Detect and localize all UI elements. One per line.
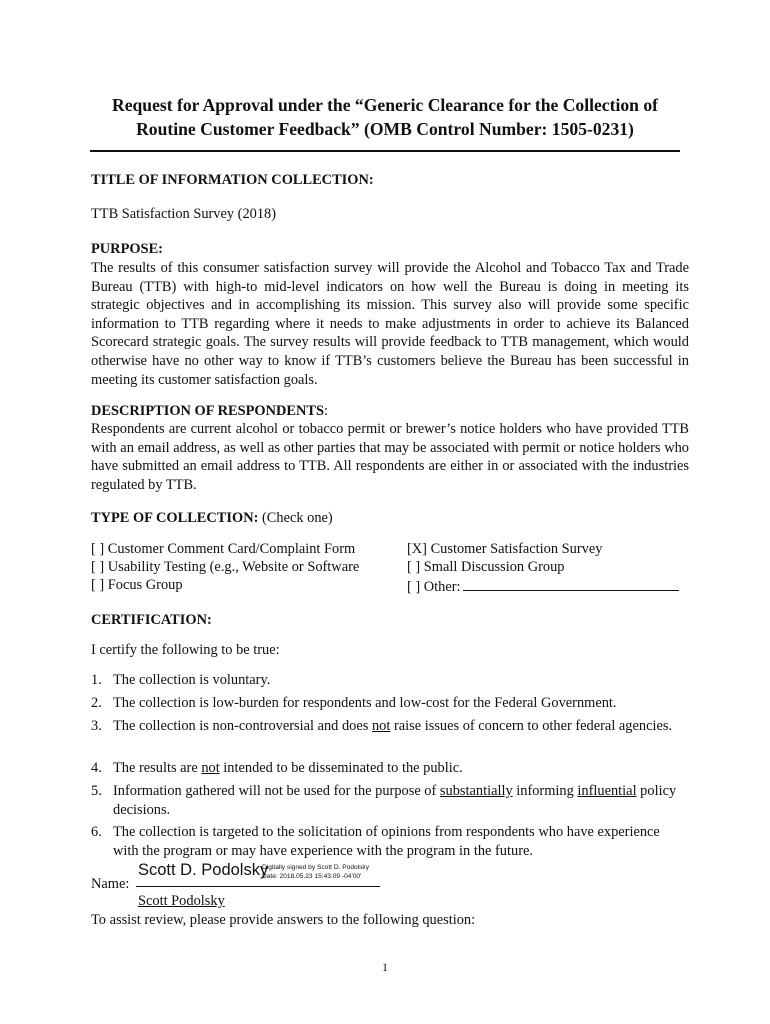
- certification-heading: CERTIFICATION:: [91, 612, 212, 628]
- name-label: Name:: [91, 876, 130, 892]
- list-item-number: 2.: [91, 695, 102, 711]
- collection-type-hint: (Check one): [258, 510, 333, 526]
- list-item-text: [113, 694, 681, 713]
- option-customer-satisfaction-survey[interactable]: [X] Customer Satisfaction Survey: [407, 541, 603, 557]
- digital-signature-line-1: Digitally signed by Scott D. Podolsky: [262, 864, 370, 871]
- respondents-heading: DESCRIPTION OF RESPONDENTS: [91, 403, 324, 419]
- list-item-number: 4.: [91, 760, 102, 776]
- list-item: [91, 759, 681, 778]
- title-line-1: Request for Approval under the “Generic Clearance for the Collection of: [112, 95, 658, 115]
- collection-type-heading: TYPE OF COLLECTION:: [91, 510, 259, 526]
- underlined-word: substantially: [439, 783, 513, 799]
- collection-type-heading-row: [91, 509, 333, 528]
- option-comment-card[interactable]: [ ] Customer Comment Card/Complaint Form: [91, 541, 356, 557]
- underlined-word: not: [201, 760, 220, 776]
- purpose-heading: PURPOSE:: [91, 241, 163, 257]
- list-item: [91, 823, 681, 860]
- list-item: [91, 694, 681, 713]
- list-text: intended to be disseminated to the public.: [219, 760, 463, 776]
- list-item-text: [113, 823, 681, 860]
- list-item-text: [113, 671, 681, 690]
- title-of-collection-heading: TITLE OF INFORMATION COLLECTION:: [91, 172, 374, 188]
- other-blank-line[interactable]: [463, 576, 679, 591]
- purpose-text: The results of this consumer satisfaction survey will provide the Alcohol and Tobacco Tax and Trade Bureau (TTB) with high-to mid-level indicators on how well the Bureau is doing in meeting its strategic objectives and in accomplishing its mission. This survey also will provide some specific information to TTB regarding where it needs to make adjustments in order to achieve its Balanced Scorecard strategic goals. The survey results will provide feedback to TTB management, which would otherwise have no other way to know if TTB’s customers believe the Bureau has been successful in meeting its customer satisfaction goals.: [91, 260, 689, 388]
- list-text: Information gathered will not be used for the purpose of: [113, 783, 440, 799]
- title-line-2: Routine Customer Feedback” (OMB Control Number: 1505-0231): [136, 119, 634, 139]
- respondents-colon: :: [323, 403, 328, 419]
- list-item: [91, 671, 681, 690]
- collection-title-value: TTB Satisfaction Survey (2018): [91, 206, 277, 222]
- digital-signature[interactable]: Scott D. Podolsky: [138, 861, 269, 879]
- list-text: informing: [512, 783, 578, 799]
- option-usability-testing[interactable]: [ ] Usability Testing (e.g., Website or Software: [91, 559, 360, 575]
- option-focus-group[interactable]: [ ] Focus Group: [91, 577, 183, 593]
- list-text: The collection is non-controversial and does: [113, 718, 372, 734]
- list-item: [91, 717, 681, 736]
- page-number: 1: [382, 960, 388, 974]
- list-item: [91, 782, 681, 819]
- list-text: The collection is targeted to the solicitation of opinions from respondents who have experience with the program or may have experience with the program in the future.: [113, 824, 660, 859]
- option-other[interactable]: [407, 576, 679, 597]
- list-item-number: 3.: [91, 718, 102, 734]
- page-title: [90, 93, 680, 141]
- underlined-word: influential: [577, 783, 637, 799]
- certification-intro: I certify the following to be true:: [91, 642, 280, 658]
- list-item-number: 6.: [91, 824, 102, 840]
- list-item-text: [113, 759, 681, 778]
- closing-text: To assist review, please provide answers to the following question:: [91, 912, 476, 928]
- list-item-text: [113, 717, 681, 736]
- list-text: The collection is low-burden for respondents and low-cost for the Federal Government.: [113, 695, 617, 711]
- list-text: policy decisions.: [113, 783, 677, 818]
- option-other-label: [ ] Other:: [407, 579, 461, 595]
- list-text: The collection is voluntary.: [113, 672, 271, 688]
- digital-signature-details: [262, 863, 369, 881]
- respondents-text: Respondents are current alcohol or tobacco permit or brewer’s notice holders who have provided TTB with an email address, as well as other parties that may be associated with permit or notice holders who have submitted an email address to TTB. All respondents are either in or associated with the industries regulated by TTB.: [91, 421, 689, 493]
- list-text: The results are: [113, 760, 202, 776]
- list-item-number: 5.: [91, 783, 102, 799]
- respondents-heading-row: [91, 402, 328, 421]
- list-item-text: [113, 782, 681, 819]
- signer-name: Scott Podolsky: [138, 893, 225, 909]
- digital-signature-line-2: Date: 2018.05.23 15:43:09 -04'00': [262, 873, 362, 880]
- list-item-number: 1.: [91, 672, 102, 688]
- underlined-word: not: [371, 718, 391, 734]
- title-divider: [90, 150, 680, 152]
- option-small-discussion-group[interactable]: [ ] Small Discussion Group: [407, 559, 565, 575]
- list-text: raise issues of concern to other federal agencies.: [390, 718, 673, 734]
- signature-line: [136, 886, 380, 887]
